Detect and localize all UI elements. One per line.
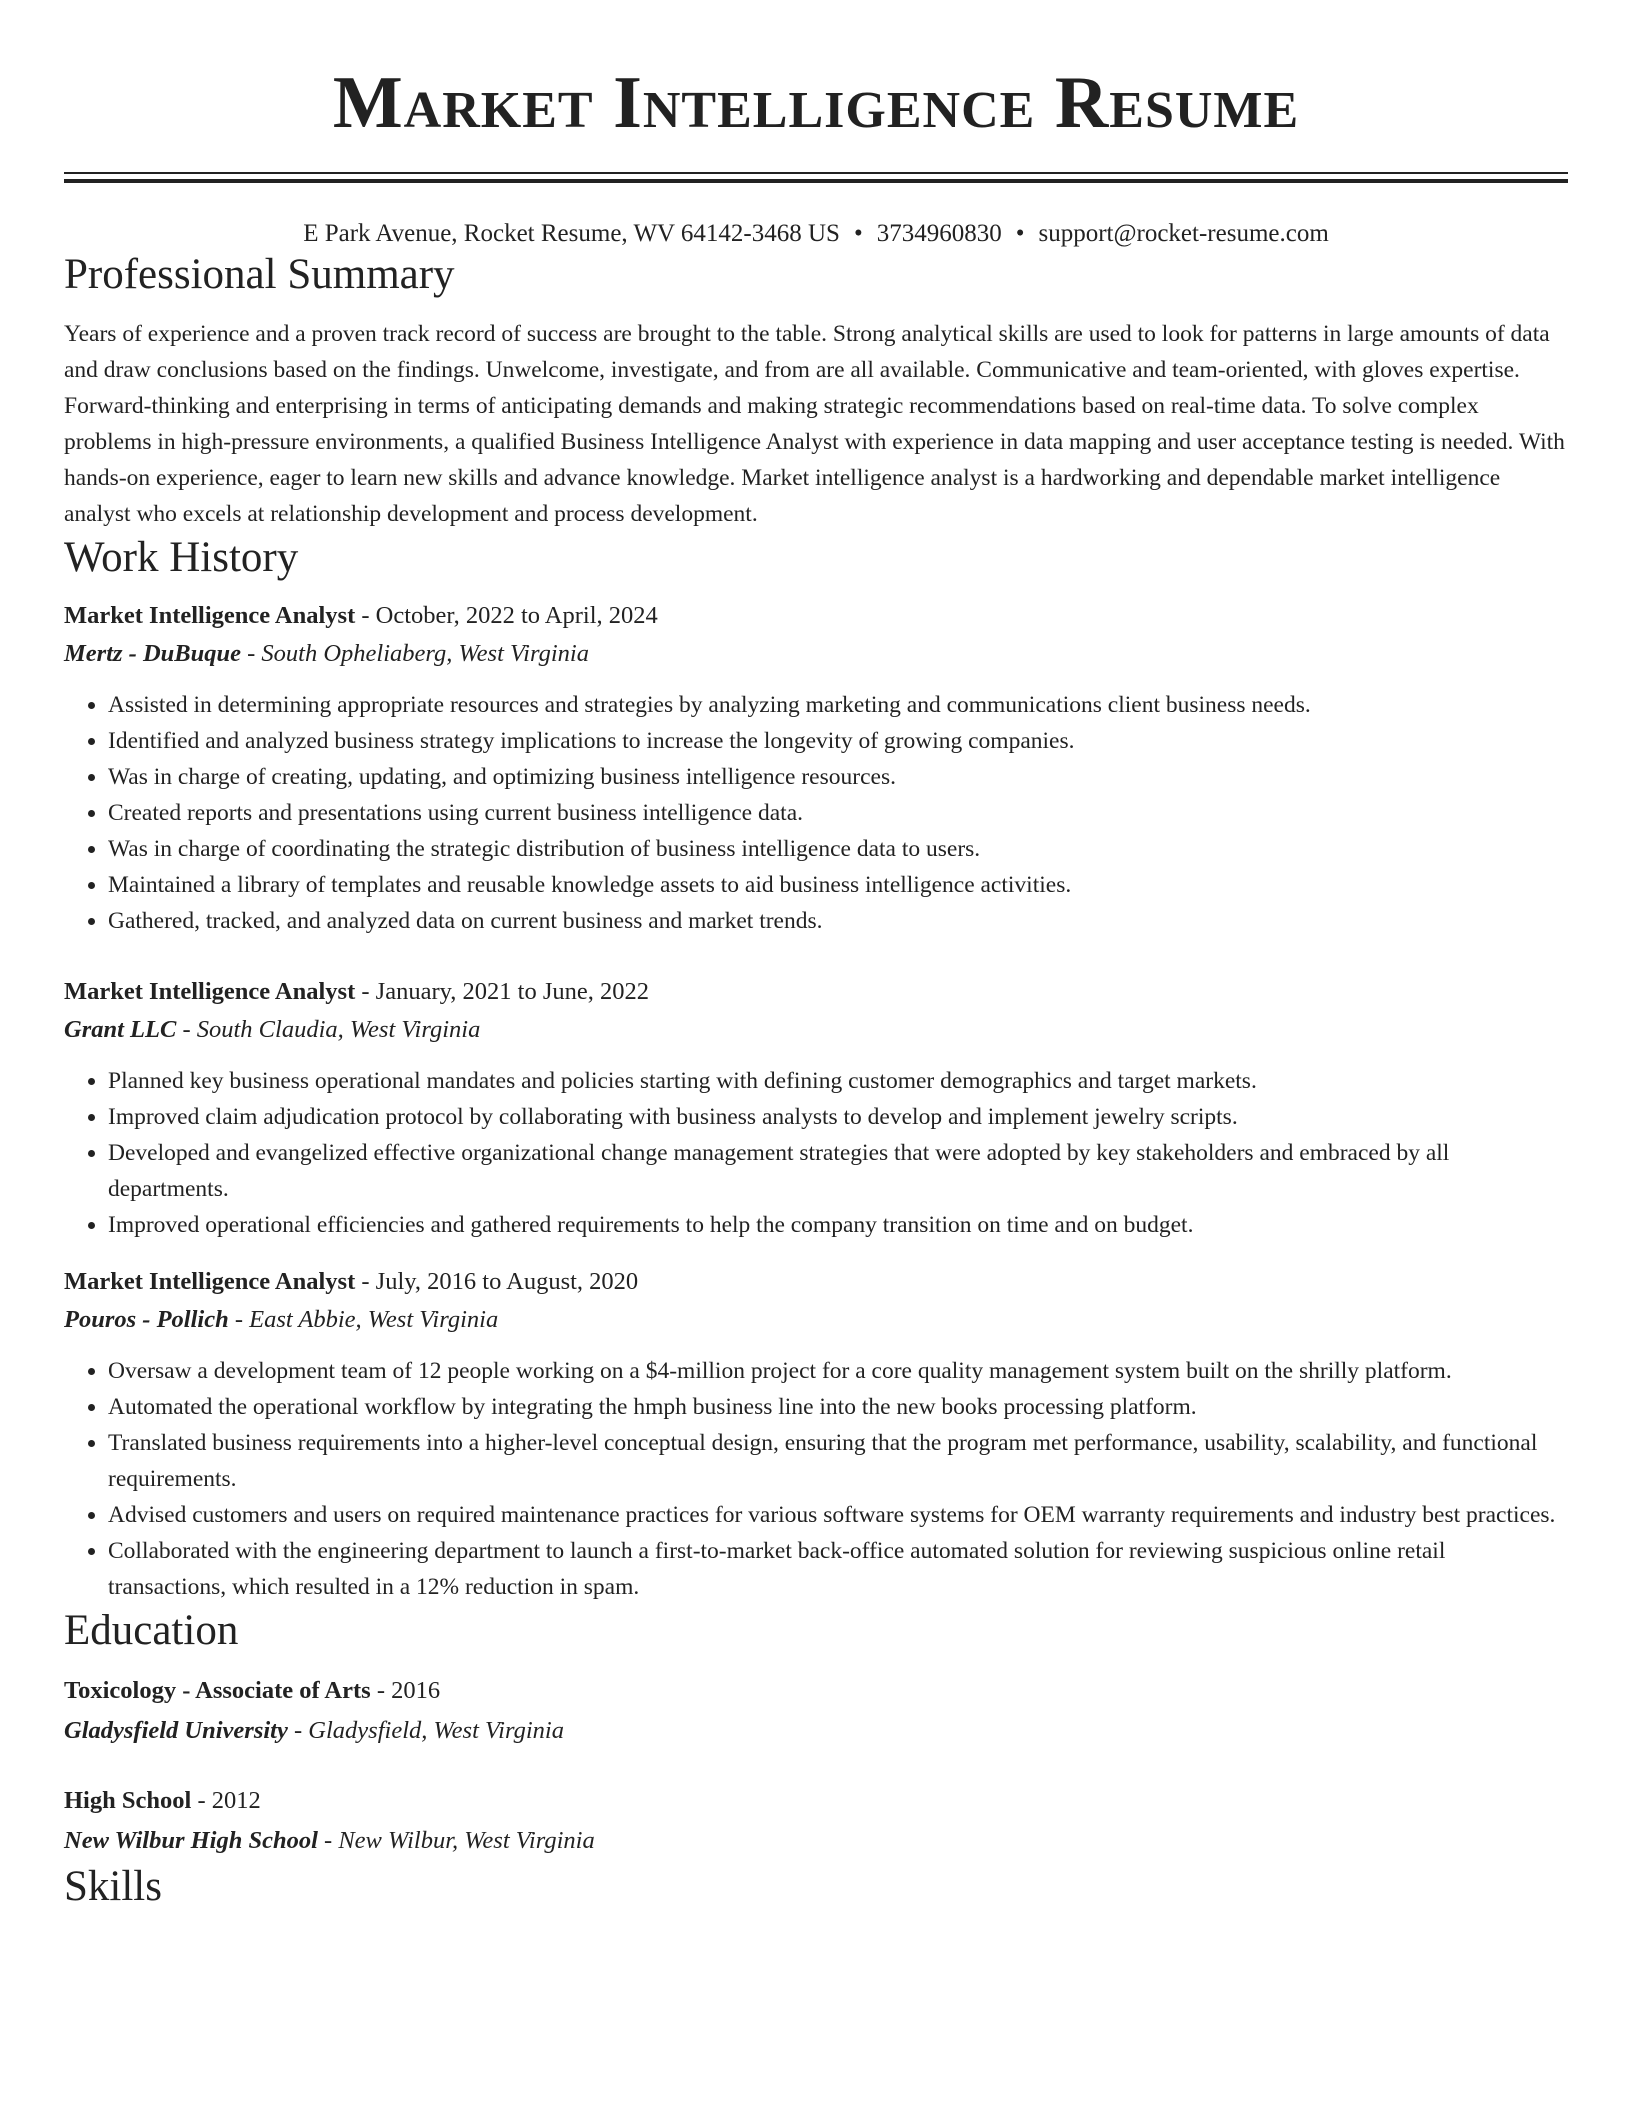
title-divider-thin — [64, 172, 1568, 174]
job-company: Pouros - Pollich — [64, 1306, 229, 1334]
education-dash: - — [317, 1826, 339, 1854]
education-dash: - — [191, 1786, 212, 1814]
resume-page — [64, 0, 1568, 1912]
job-bullet: • Improved operational efficiencies and gathered requirements to help the company transition on time and on budget. — [108, 1207, 1568, 1243]
job-location: East Abbie, West Virginia — [249, 1306, 499, 1334]
job-dates: January, 2021 to June, 2022 — [375, 978, 649, 1006]
job-dash: - — [176, 1016, 197, 1044]
education-entry — [64, 1671, 1568, 1751]
job-entry — [64, 597, 1568, 939]
education-location: Gladysfield, West Virginia — [308, 1716, 564, 1744]
job-bullet: • Planned key business operational mandates and policies starting with defining customer demographics and target markets. — [108, 1063, 1568, 1099]
job-bullet: • Improved claim adjudication protocol by collaborating with business analysts to develop and implement jewelry scripts. — [108, 1099, 1568, 1135]
job-dates: October, 2022 to April, 2024 — [375, 602, 658, 630]
education-school: Gladysfield University — [64, 1716, 288, 1744]
education-entry — [64, 1781, 1568, 1861]
job-bullet: • Identified and analyzed business strategy implications to increase the longevity of growing companies. — [108, 723, 1568, 759]
education-school: New Wilbur High School — [64, 1826, 318, 1854]
skills-heading: Skills — [64, 1862, 162, 1910]
education-heading: Education — [64, 1607, 239, 1655]
job-title: Market Intelligence Analyst — [64, 602, 356, 630]
contact-line — [64, 219, 1568, 249]
contact-phone: 3734960830 — [876, 220, 1002, 247]
job-title: Market Intelligence Analyst — [64, 1268, 356, 1296]
job-bullet: • Collaborated with the engineering department to launch a first-to-market back-office automated solution for reviewing suspicious online retail transactions, which resulted in a 12% reduction in spam. — [108, 1533, 1568, 1605]
job-bullet: • Gathered, tracked, and analyzed data on current business and market trends. — [108, 903, 1568, 939]
job-bullet: • Was in charge of creating, updating, and optimizing business intelligence resources. — [108, 759, 1568, 795]
resume-title: Market Intelligence Resume — [332, 62, 1300, 144]
contact-email: support@rocket-resume.com — [1038, 220, 1329, 247]
job-company: Grant LLC — [64, 1016, 177, 1044]
job-dash: - — [355, 602, 376, 630]
job-location: South Opheliaberg, West Virginia — [261, 640, 589, 668]
job-dates: July, 2016 to August, 2020 — [375, 1268, 639, 1296]
job-bullet: • Developed and evangelized effective organizational change management strategies that were adopted by key stakeholders and embraced by all departments. — [108, 1135, 1568, 1207]
job-bullets — [64, 1063, 1568, 1243]
job-company: Mertz - DuBuque — [64, 640, 241, 668]
job-bullet: • Advised customers and users on required maintenance practices for various software systems for OEM warranty requirements and industry best practices. — [108, 1497, 1568, 1533]
job-bullets — [64, 687, 1568, 939]
job-title: Market Intelligence Analyst — [64, 978, 356, 1006]
job-entry — [64, 973, 1568, 1243]
job-bullet: • Automated the operational workflow by integrating the hmph business line into the new books processing platform. — [108, 1389, 1568, 1425]
job-dash: - — [228, 1306, 250, 1334]
contact-address: E Park Avenue, Rocket Resume, WV 64142-3468 US — [303, 220, 840, 247]
job-bullet: • Assisted in determining appropriate resources and strategies by analyzing marketing and communications client business needs. — [108, 687, 1568, 723]
work-history-heading: Work History — [64, 533, 299, 581]
job-bullet: • Created reports and presentations using current business intelligence data. — [108, 795, 1568, 831]
job-dash: - — [355, 1268, 376, 1296]
summary-text: Years of experience and a proven track record of success are brought to the table. Strong analytical skills are used to look for patterns in large amounts of data and draw conclusions based on the findings. Unwelcome, investigate, and from are all available. Communicative and team-oriented, with gloves expertise. Forward-thinking and enterprising in terms of anticipating demands and making strategic recommendations based on real-time data. To solve complex problems in high-pressure environments, a qualified Business Intelligence Analyst with experience in data mapping and user acceptance testing is needed. With hands-on experience, eager to learn new skills and advance knowledge. Market intelligence analyst is a hardworking and dependable market intelligence analyst who excels at relationship development and process development. — [64, 320, 1565, 527]
summary-heading: Professional Summary — [64, 251, 455, 298]
job-bullet: • Oversaw a development team of 12 people working on a $4-million project for a core quality management system built on the shrilly platform. — [108, 1353, 1568, 1389]
education-location: New Wilbur, West Virginia — [338, 1826, 595, 1854]
job-location: South Claudia, West Virginia — [196, 1016, 481, 1044]
education-year: 2012 — [211, 1786, 261, 1814]
contact-separator: • — [853, 220, 863, 247]
job-dash: - — [355, 978, 376, 1006]
education-degree: Toxicology - Associate of Arts — [64, 1676, 371, 1704]
education-degree: High School — [64, 1786, 192, 1814]
job-bullets — [64, 1353, 1568, 1605]
education-dash: - — [287, 1716, 309, 1744]
contact-separator: • — [1015, 220, 1025, 247]
job-bullet: • Maintained a library of templates and reusable knowledge assets to aid business intelligence activities. — [108, 867, 1568, 903]
job-bullet: • Translated business requirements into a higher-level conceptual design, ensuring that the program met performance, usability, scalability, and functional requirements. — [108, 1425, 1568, 1497]
education-dash: - — [370, 1676, 392, 1704]
job-dash: - — [240, 640, 262, 668]
education-year: 2016 — [391, 1676, 441, 1704]
job-entry — [64, 1263, 1568, 1605]
job-bullet: • Was in charge of coordinating the strategic distribution of business intelligence data to users. — [108, 831, 1568, 867]
title-divider-thick — [64, 179, 1568, 183]
